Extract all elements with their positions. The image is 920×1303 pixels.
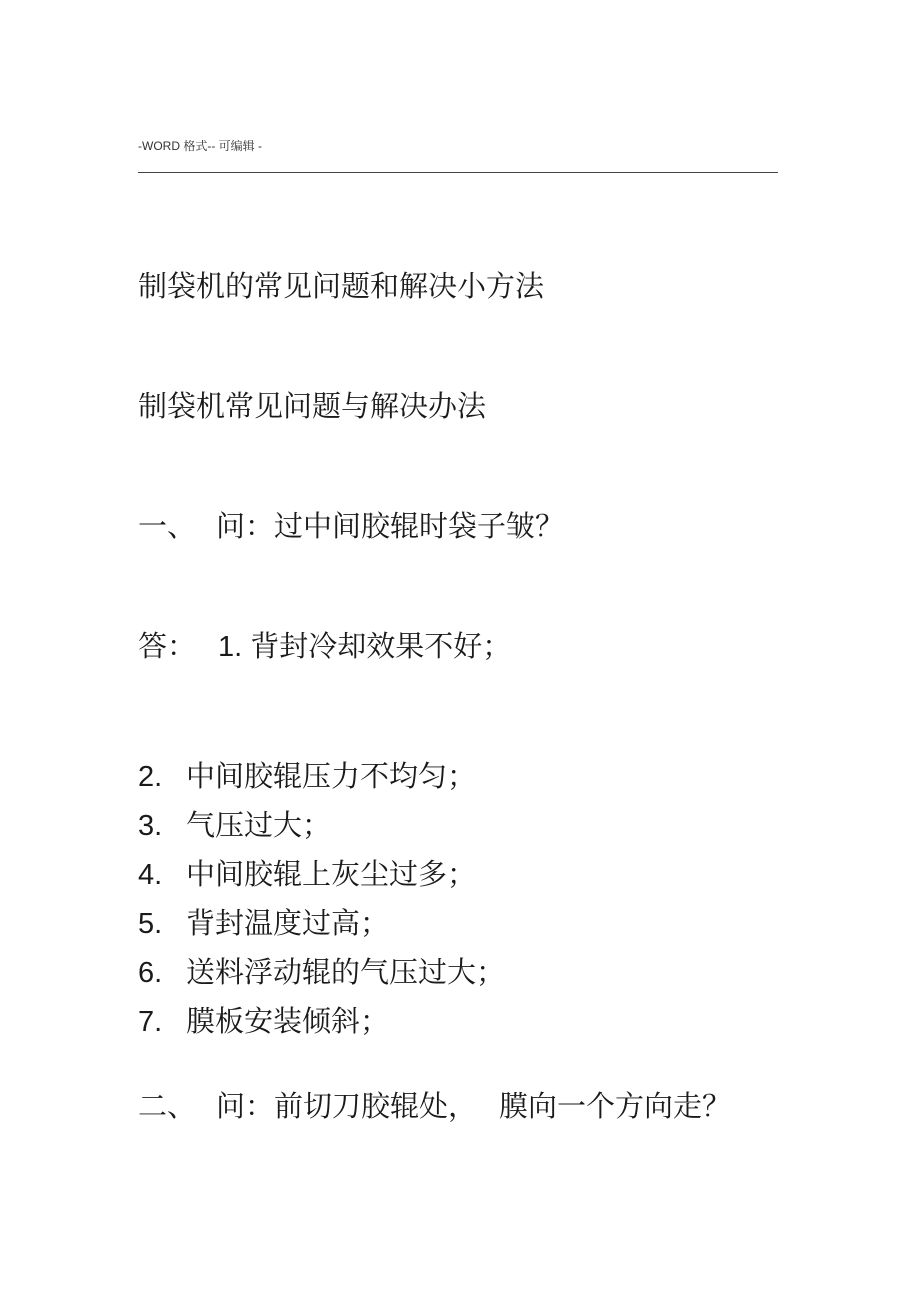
question-2-text-part2: 膜向一个方向走？ xyxy=(499,1089,732,1123)
list-item-text: 中间胶辊上灰尘过多； xyxy=(186,857,477,891)
list-item-number: 4. xyxy=(138,859,163,891)
question-1-marker: 一、 xyxy=(138,509,197,543)
answer-1-marker: 答： xyxy=(138,629,197,663)
question-1-label: 问： xyxy=(216,509,275,543)
list-item-text: 气压过大； xyxy=(186,808,332,842)
document-title: 制袋机的常见问题和解决小方法 xyxy=(138,269,545,303)
question-1 xyxy=(138,508,564,544)
list-item xyxy=(138,997,505,1046)
list-item xyxy=(138,850,505,899)
question-2-label: 问： xyxy=(216,1089,275,1123)
answer-1 xyxy=(138,628,511,665)
list-item-text: 背封温度过高； xyxy=(186,906,390,940)
question-2-marker: 二、 xyxy=(138,1089,197,1123)
list-item-number: 2. xyxy=(138,761,163,793)
page-header: -WORD 格式-- 可编辑 - xyxy=(138,139,262,153)
list-item-number: 7. xyxy=(138,1006,163,1038)
list-item-number: 3. xyxy=(138,810,163,842)
question-1-text: 过中间胶辊时袋子皱？ xyxy=(274,509,565,543)
list-item-text: 膜板安装倾斜； xyxy=(186,1004,390,1038)
list-item xyxy=(138,752,505,801)
answer-1-list xyxy=(138,752,505,1046)
answer-1-item-1-number: 1. xyxy=(218,631,243,663)
list-item xyxy=(138,801,505,850)
list-item-number: 6. xyxy=(138,957,163,989)
answer-1-item-1-text: 背封冷却效果不好； xyxy=(250,629,512,663)
list-item-number: 5. xyxy=(138,908,163,940)
question-2 xyxy=(138,1088,731,1124)
list-item xyxy=(138,948,505,997)
list-item xyxy=(138,899,505,948)
question-2-text-part1: 前切刀胶辊处， xyxy=(274,1089,478,1123)
document-subtitle: 制袋机常见问题与解决办法 xyxy=(138,389,487,423)
list-item-text: 送料浮动辊的气压过大； xyxy=(186,955,506,989)
header-divider xyxy=(138,172,778,173)
list-item-text: 中间胶辊压力不均匀； xyxy=(186,759,477,793)
